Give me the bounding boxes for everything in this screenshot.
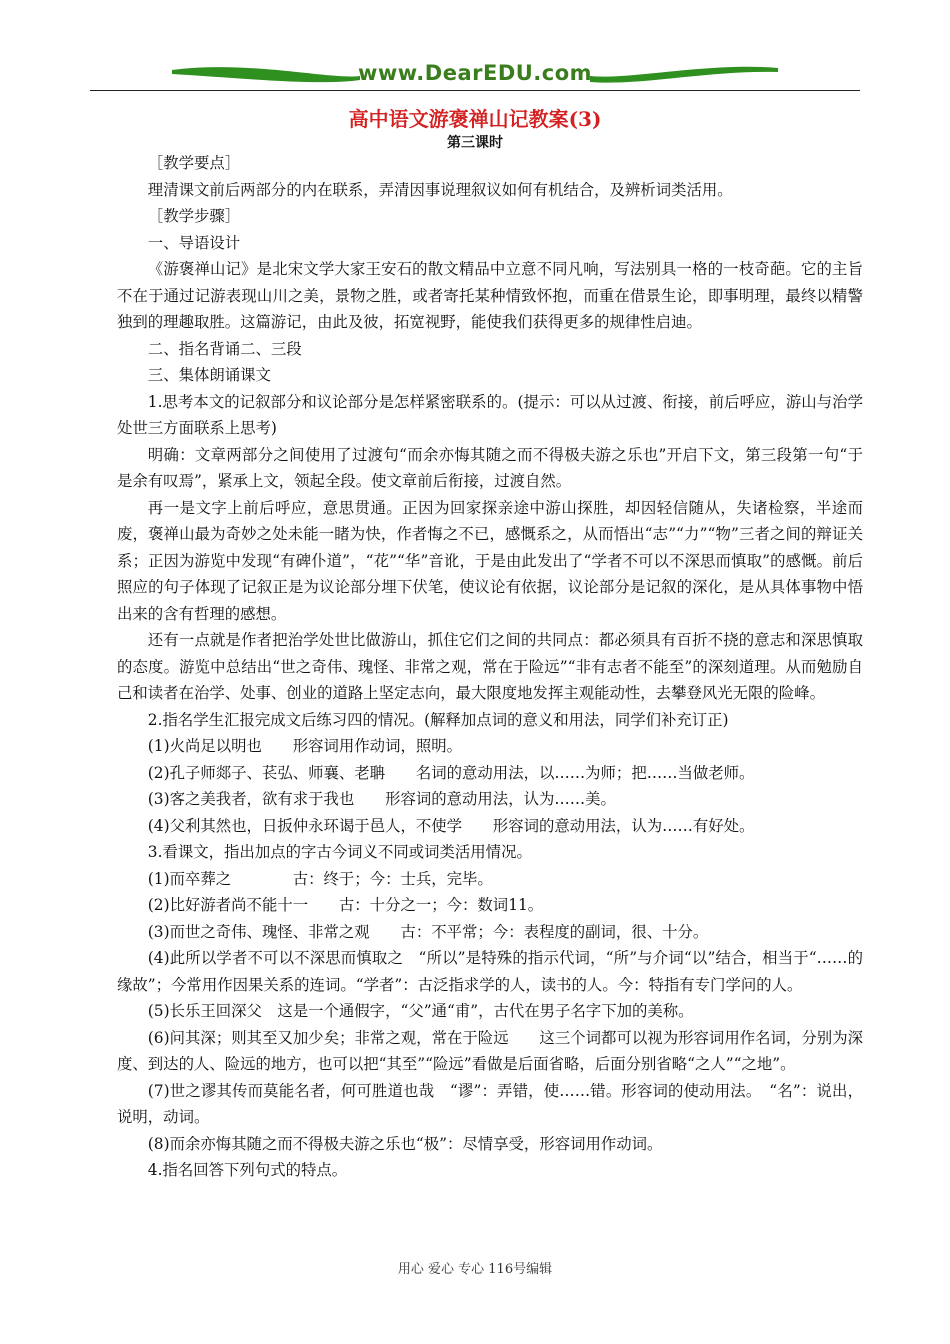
section-heading: ［教学步骤］	[147, 207, 241, 225]
list-item: (3)而世之奇伟、瑰怪、非常之观 古：不平常；今：表程度的副词，很、十分。	[147, 922, 709, 941]
document-title: 高中语文游褒禅山记教案(3)	[348, 107, 602, 131]
section-heading: 三、集体朗诵课文	[147, 366, 271, 384]
list-item: (1)而卒葬之 古：终于；今：士兵，完毕。	[147, 869, 493, 888]
paragraph: 再一是文字上前后呼应，意思贯通。正因为回家探亲途中游山探胜，却因轻信随从，失诸检察，半途而废，褒禅山最为奇妙之处未能一睹为快，作者悔之不已，感慨系之，从而悟出“志”“力”“物”三者之间的辩证关系；正因为游览中发现“有碑仆道”，“花”“华”音讹，于是由此发出了“学者不可以不深思而慎取”的感慨。前后照应的句子体现了记叙正是为议论部分埋下伏笔，使议论有依据，议论部分是记叙的深化，是从具体事物中悟出来的含有哲理的感想。	[117, 498, 863, 623]
paragraph: 3.看课文，指出加点的字古今词义不同或词类活用情况。	[147, 843, 532, 861]
header-divider	[90, 90, 860, 91]
paragraph: 2.指名学生汇报完成文后练习四的情况。(解释加点词的意义和用法，同学们补充订正)	[147, 710, 729, 729]
body-text	[117, 150, 863, 1184]
list-item: (5)长乐王回深父 这是一个通假字，“父”通“甫”，古代在男子名字下加的美称。	[147, 1002, 694, 1020]
list-item: (3)客之美我者，欲有求于我也 形容词的意动用法，认为……美。	[147, 790, 616, 808]
list-item: (6)问其深；则其至又加少矣；非常之观，常在于险远 这三个词都可以视为形容词用作名词，分别为深度、到达的人、险远的地方，也可以把“其至”“险远”看做是后面省略，后面分别省略“之人”“之地”。	[117, 1028, 863, 1073]
paragraph: 4.指名回答下列句式的特点。	[147, 1161, 348, 1179]
list-item: (4)此所以学者不可以不深思而慎取之 “所以”是特殊的指示代词，“所”与介词“以”结合，相当于“……的缘故”；今常用作因果关系的连词。“学者”：古泛指求学的人，读书的人。今：特指有专门学问的人。	[117, 949, 863, 994]
list-item: (2)孔子师郯子、苌弘、师襄、老聃 名词的意动用法，以……为师；把……当做老师。	[147, 763, 755, 782]
list-item: (1)火尚足以明也 形容词用作动词，照明。	[147, 737, 463, 755]
section-heading: 一、导语设计	[147, 233, 241, 252]
list-item: (2)比好游者尚不能十一 古：十分之一；今：数词11。	[147, 896, 544, 914]
document-subtitle: 第三课时	[447, 135, 503, 151]
paragraph: 1.思考本文的记叙部分和议论部分是怎样紧密联系的。(提示：可以从过渡、衔接，前后呼应，游山与治学处世三方面联系上思考)	[117, 392, 863, 437]
paragraph: 明确：文章两部分之间使用了过渡句“而余亦悔其随之而不得极夫游之乐也”开启下文，第三段第一句“于是余有叹焉”，紧承上文，领起全段。使文章前后衔接，过渡自然。	[117, 445, 863, 490]
paragraph: 理清课文前后两部分的内在联系，弄清因事说理叙议如何有机结合，及辨析词类活用。	[147, 180, 733, 199]
paragraph: 还有一点就是作者把治学处世比做游山，抓住它们之间的共同点：都必须具有百折不挠的意志和深思慎取的态度。游览中总结出“世之奇伟、瑰怪、非常之观，常在于险远”“非有志者不能至”的深刻道理。从而勉励自己和读者在治学、处事、创业的道路上坚定志向，最大限度地发挥主观能动性，去攀登风光无限的险峰。	[117, 631, 863, 702]
section-heading: 二、指名背诵二、三段	[147, 339, 302, 358]
list-item: (8)而余亦悔其随之而不得极夫游之乐也“极”：尽情享受，形容词用作动词。	[147, 1134, 663, 1153]
section-heading: ［教学要点］	[147, 154, 241, 172]
paragraph: 《游褒禅山记》是北宋文学大家王安石的散文精品中立意不同凡响，写法别具一格的一枝奇葩。它的主旨不在于通过记游表现山川之美，景物之胜，或者寄托某种情致怀抱，而重在借景生论，即事明理，最终以精警独到的理趣取胜。这篇游记，由此及彼，拓宽视野，能使我们获得更多的规律性启迪。	[117, 260, 863, 331]
page-footer: 用心 爱心 专心 116号编辑	[397, 1262, 553, 1277]
list-item: (4)父利其然也，日扳仲永环谒于邑人，不使学 形容词的意动用法，认为……有好处。	[147, 816, 755, 835]
banner-url-text: www.DearEDU.com	[357, 61, 593, 85]
list-item: (7)世之谬其传而莫能名者，何可胜道也哉 “谬”：弄错，使……错。形容词的使动用法。 “名”：说出，说明，动词。	[117, 1081, 863, 1126]
